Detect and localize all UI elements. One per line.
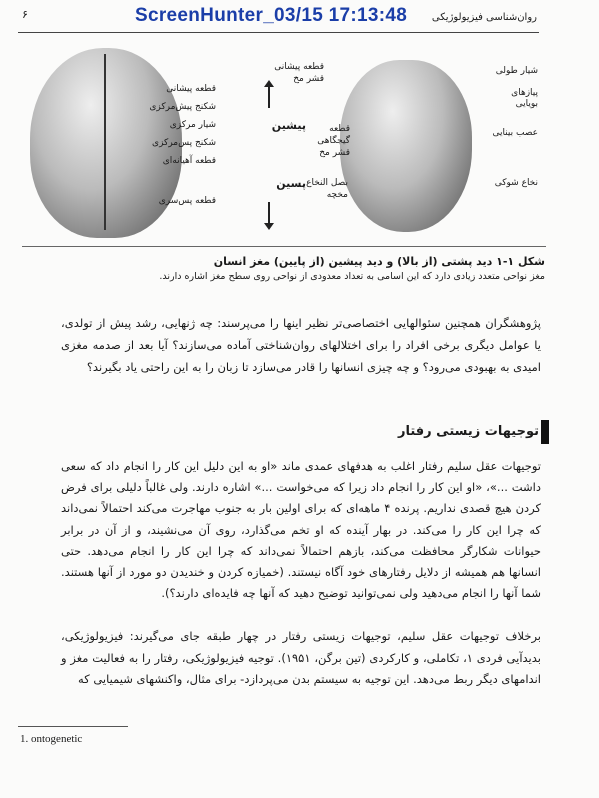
label-cerebral-cortex: قشر مخ [293,74,324,84]
figure-rule [22,246,546,247]
section-heading [388,418,539,446]
label-frontal-lobe-ventral: قطعه پیشانی [274,62,324,72]
page-number: ۶ [22,8,28,21]
label-central-sulcus: شیار مرکزی [169,120,216,130]
label-posterior: پسین [276,177,306,190]
running-title: روان‌شناسی فیزیولوژیکی [431,12,537,23]
caption-title: شکل ۱-۱ دید پشتی (از بالا) و دید پیشین (از پایین) مغز انسان [213,255,545,268]
label-frontal-lobe: قطعه پیشانی [166,84,216,94]
label-temporal-lobe-1: قطعه [329,124,350,134]
label-longitudinal-fissure: شیار طولی [495,66,538,76]
paragraph-biological: برخلاف توجیهات عقل سلیم، توجیهات زیستی رفتار در چهار طبقه جای می‌گیرند: فیزیولوژیکی، بدیدآیی فردی ۱، تکاملی، و کارکردی (تین برگن، ۱۹۵۱). توجیه فیزیولوژیکی، رفتار را به فعالیت مغز و اندامهای دیگر ربط می‌دهد. این توجیه به سیستم بدن می‌پردازد- برای مثال، واکنشهای شیمیایی که [61,629,541,686]
label-anterior: پیشین [271,119,306,132]
label-precentral-gyrus: شکنج پیش‌مرکزی [149,102,216,112]
label-occipital-lobe: قطعه پس‌سری [158,196,216,206]
arrow-down-icon [268,202,270,224]
label-medulla: بصل النخاع [306,178,348,188]
header-rule [18,32,539,33]
label-parietal-lobe: قطعه آهیانه‌ای [162,156,216,166]
label-postcentral-gyrus: شکنج پس‌مرکزی [152,138,216,148]
paragraph-intro: پژوهشگران همچنین سئوالهایی اختصاصی‌تر نظیر اینها را می‌پرسند: چه ژنهایی، رشد پیش از تولدی، یا عوامل دیگری برخی افراد را برای اختلالهای روان‌شناختی آماده می‌سازند؟ آیا بعد از صدمه مغزی امیدی به بهبودی می‌رود؟ و چه چیزی انسانها را قادر می‌سازد تا زبان را به این راحتی یاد بگیرند؟ [61,316,541,374]
paragraph-commonsense: توجیهات عقل سلیم رفتار اغلب به هدفهای عمدی ماند «او به این دلیل این کار را انجام داد که سعی داشت ...»، «او این کار را انجام داد زیرا که می‌خواست ...» اشاره دارند. ولی غالباً دلیلی برای فرض کردن هیچ قصدی نداریم. پرنده ۴ ماهه‌ای که برای اولین بار به جنوب مهاجرت می‌کند احتمالاً نمی‌داند که چرا این کار را می‌کند. در بهار آینده که او تخم می‌گذارد، روی آن می‌نشیند، و از آن در برابر حیوانات شکارگر محافظت می‌کند، بازهم احتمالاً نمی‌داند که چرا این کار را انجام می‌دهد. حتی انسانها هم همیشه از دلایل رفتارهای خود آگاه نیستند. (خمیازه کردن و خندیدن دو مورد از آنها هستند. شما آنها را انجام می‌دهید ولی نمی‌توانید توضیح دهید که آنها چه فایده‌ای دارند؟). [61,459,541,601]
figure-caption [25,255,545,282]
section-title: توجیهات زیستی رفتار [397,424,539,439]
arrow-up-icon [268,86,270,108]
label-cerebellum: مخچه [326,190,348,200]
section-marker [541,420,549,444]
label-olfactory-bulbs: پیازهای بویایی [511,88,538,109]
brain-ventral-view-image [340,60,472,232]
label-optic-nerve: عصب بینایی [492,128,538,138]
label-spinal-cord: نخاع شوکی [494,178,538,188]
brain-figure [22,40,546,248]
screenhunter-watermark: ScreenHunter_03/15 17:13:48 [135,5,408,26]
footnote-rule [18,726,128,727]
label-temporal-cortex: قشر مخ [319,148,350,158]
caption-text: مغز نواحی متعدد زیادی دارد که این اسامی به تعداد معدودی از نواحی روی سطح مغز اشاره دارند. [159,271,545,282]
footnote: 1. ontogenetic [20,733,83,745]
label-temporal-lobe-2: گیجگاهی [317,136,350,146]
